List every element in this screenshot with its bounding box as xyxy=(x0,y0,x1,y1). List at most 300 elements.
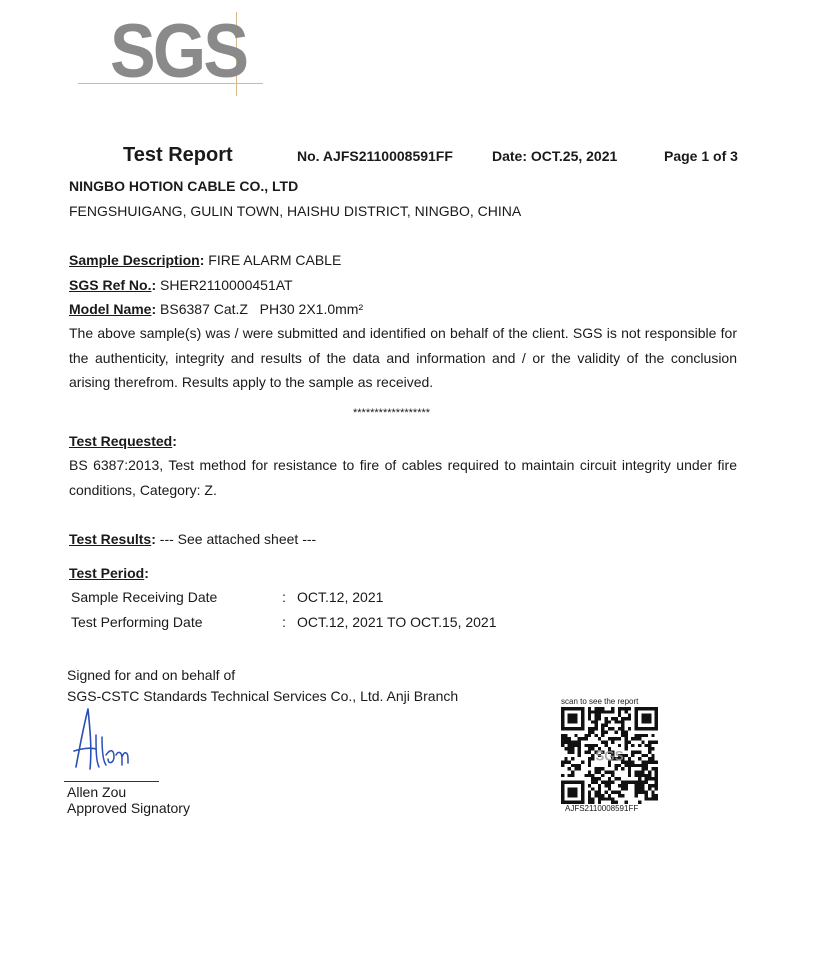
qr-module xyxy=(574,727,577,730)
qr-module xyxy=(594,707,597,710)
qr-module xyxy=(608,771,611,774)
qr-module xyxy=(561,794,564,797)
qr-module xyxy=(638,787,641,790)
qr-module xyxy=(638,774,641,777)
qr-module xyxy=(581,720,584,723)
qr-module xyxy=(641,727,644,730)
qr-module xyxy=(588,771,591,774)
qr-module xyxy=(594,767,597,770)
qr-module xyxy=(588,744,591,747)
qr-module xyxy=(598,737,601,740)
qr-module xyxy=(645,774,648,777)
qr-module xyxy=(568,787,571,790)
qr-module xyxy=(608,764,611,767)
qr-module xyxy=(568,747,571,750)
report-title: Test Report xyxy=(123,144,233,166)
qr-module xyxy=(581,781,584,784)
qr-module xyxy=(651,794,654,797)
qr-module xyxy=(625,747,628,750)
qr-module xyxy=(655,707,658,710)
sample-description-label: Sample Description xyxy=(69,252,200,268)
qr-module xyxy=(631,737,634,740)
qr-module xyxy=(581,724,584,727)
qr-module xyxy=(564,727,567,730)
qr-module xyxy=(601,794,604,797)
qr-module xyxy=(621,730,624,733)
qr-module xyxy=(648,740,651,743)
qr-module xyxy=(645,714,648,717)
qr-module xyxy=(628,764,631,767)
qr-module xyxy=(645,720,648,723)
qr-module xyxy=(561,784,564,787)
qr-module xyxy=(631,764,634,767)
model-name-value: BS6387 Cat.Z PH30 2X1.0mm² xyxy=(160,301,364,317)
qr-module xyxy=(628,761,631,764)
qr-module xyxy=(591,774,594,777)
qr-module xyxy=(571,787,574,790)
qr-module xyxy=(648,784,651,787)
qr-module xyxy=(611,797,614,800)
qr-module xyxy=(635,724,638,727)
qr-module xyxy=(588,727,591,730)
qr-module xyxy=(568,727,571,730)
qr-module xyxy=(655,717,658,720)
qr-module xyxy=(574,794,577,797)
qr-module xyxy=(618,744,621,747)
qr-module xyxy=(645,767,648,770)
qr-module xyxy=(561,737,564,740)
signatory-title: Approved Signatory xyxy=(67,800,190,816)
qr-report-code: AJFS2110008591FF xyxy=(565,804,639,813)
test-period-heading xyxy=(69,565,149,581)
qr-module xyxy=(561,720,564,723)
qr-module xyxy=(604,717,607,720)
qr-module xyxy=(635,794,638,797)
period-row-colon: : xyxy=(282,589,286,605)
qr-module xyxy=(568,750,571,753)
qr-module xyxy=(615,777,618,780)
qr-module xyxy=(568,717,571,720)
qr-module xyxy=(655,797,658,800)
qr-module xyxy=(604,781,607,784)
qr-module xyxy=(641,781,644,784)
qr-module xyxy=(611,710,614,713)
qr-module xyxy=(641,717,644,720)
client-address: FENGSHUIGANG, GULIN TOWN, HAISHU DISTRICT, NINGBO, CHINA xyxy=(69,203,522,219)
qr-module xyxy=(638,734,641,737)
qr-module xyxy=(601,710,604,713)
model-name xyxy=(69,301,363,317)
qr-module xyxy=(645,761,648,764)
qr-module xyxy=(645,734,648,737)
test-results-value: --- See attached sheet --- xyxy=(159,531,317,547)
qr-module xyxy=(571,747,574,750)
qr-module xyxy=(568,791,571,794)
sgs-ref-value: SHER2110000451AT xyxy=(160,277,293,293)
signatory-name: Allen Zou xyxy=(67,784,127,800)
qr-module xyxy=(621,734,624,737)
qr-module xyxy=(594,794,597,797)
qr-module xyxy=(651,754,654,757)
qr-module xyxy=(648,750,651,753)
qr-module xyxy=(561,734,564,737)
qr-module xyxy=(641,714,644,717)
test-requested-heading xyxy=(69,433,177,449)
qr-code-icon[interactable] xyxy=(561,707,658,804)
qr-module xyxy=(561,727,564,730)
qr-module xyxy=(611,717,614,720)
qr-module xyxy=(628,771,631,774)
qr-module xyxy=(581,791,584,794)
qr-module xyxy=(601,781,604,784)
qr-module xyxy=(655,781,658,784)
qr-module xyxy=(611,781,614,784)
qr-watermark: SGS xyxy=(595,748,624,764)
qr-module xyxy=(598,787,601,790)
qr-module xyxy=(571,750,574,753)
separator: ****************** xyxy=(353,407,431,419)
qr-module xyxy=(594,727,597,730)
qr-module xyxy=(641,707,644,710)
qr-module xyxy=(635,737,638,740)
qr-module xyxy=(561,781,564,784)
qr-module xyxy=(635,734,638,737)
qr-module xyxy=(578,740,581,743)
qr-module xyxy=(571,720,574,723)
qr-module xyxy=(598,797,601,800)
qr-module xyxy=(618,727,621,730)
qr-module xyxy=(604,797,607,800)
qr-module xyxy=(628,727,631,730)
qr-module xyxy=(638,791,641,794)
qr-module xyxy=(635,750,638,753)
qr-module xyxy=(598,717,601,720)
qr-module xyxy=(561,791,564,794)
qr-module xyxy=(615,767,618,770)
qr-module xyxy=(568,740,571,743)
qr-module xyxy=(655,740,658,743)
qr-module xyxy=(588,717,591,720)
qr-module xyxy=(638,784,641,787)
qr-module xyxy=(641,791,644,794)
qr-module xyxy=(655,771,658,774)
qr-module xyxy=(641,774,644,777)
qr-module xyxy=(635,727,638,730)
qr-module xyxy=(628,781,631,784)
qr-module xyxy=(561,761,564,764)
qr-module xyxy=(618,764,621,767)
qr-module xyxy=(635,784,638,787)
qr-module xyxy=(574,787,577,790)
qr-module xyxy=(604,791,607,794)
qr-module xyxy=(574,717,577,720)
qr-module xyxy=(571,757,574,760)
period-row-value: OCT.12, 2021 xyxy=(297,589,384,605)
qr-module xyxy=(608,787,611,790)
qr-module xyxy=(611,771,614,774)
qr-module xyxy=(615,720,618,723)
qr-module xyxy=(645,777,648,780)
qr-module xyxy=(625,754,628,757)
qr-module xyxy=(655,720,658,723)
page-indicator: Page 1 of 3 xyxy=(664,148,738,164)
qr-module xyxy=(638,707,641,710)
qr-module xyxy=(635,787,638,790)
qr-module xyxy=(594,720,597,723)
qr-module xyxy=(561,744,564,747)
qr-module xyxy=(588,750,591,753)
qr-module xyxy=(588,734,591,737)
qr-module xyxy=(635,791,638,794)
qr-module xyxy=(588,791,591,794)
qr-module xyxy=(645,764,648,767)
qr-module xyxy=(568,794,571,797)
qr-module xyxy=(651,734,654,737)
qr-module xyxy=(645,707,648,710)
qr-module xyxy=(578,744,581,747)
qr-module xyxy=(608,720,611,723)
qr-module xyxy=(631,744,634,747)
qr-module xyxy=(635,717,638,720)
qr-module xyxy=(615,730,618,733)
colon: : xyxy=(144,565,149,581)
qr-module xyxy=(574,744,577,747)
qr-module xyxy=(648,727,651,730)
qr-module xyxy=(561,724,564,727)
qr-module xyxy=(588,794,591,797)
qr-module xyxy=(598,714,601,717)
qr-module xyxy=(651,767,654,770)
qr-module xyxy=(635,781,638,784)
sample-description xyxy=(69,252,341,268)
qr-caption: scan to see the report xyxy=(561,697,639,706)
qr-module xyxy=(645,727,648,730)
qr-module xyxy=(611,740,614,743)
qr-module xyxy=(628,714,631,717)
qr-module xyxy=(571,707,574,710)
qr-module xyxy=(598,784,601,787)
qr-module xyxy=(578,707,581,710)
qr-module xyxy=(588,707,591,710)
qr-module xyxy=(651,707,654,710)
qr-module xyxy=(645,797,648,800)
qr-module xyxy=(568,767,571,770)
qr-module xyxy=(571,771,574,774)
qr-module xyxy=(641,784,644,787)
qr-module xyxy=(608,737,611,740)
qr-module xyxy=(561,787,564,790)
qr-module xyxy=(648,787,651,790)
qr-module xyxy=(594,781,597,784)
qr-module xyxy=(631,754,634,757)
qr-module xyxy=(588,764,591,767)
qr-module xyxy=(568,714,571,717)
qr-module xyxy=(621,720,624,723)
qr-module xyxy=(628,774,631,777)
signed-on-behalf: Signed for and on behalf of xyxy=(67,667,236,683)
qr-module xyxy=(625,744,628,747)
qr-module xyxy=(568,744,571,747)
qr-module xyxy=(584,734,587,737)
qr-module xyxy=(601,707,604,710)
qr-module xyxy=(584,744,587,747)
qr-module xyxy=(578,747,581,750)
qr-module xyxy=(631,781,634,784)
qr-module xyxy=(638,750,641,753)
qr-module xyxy=(594,714,597,717)
qr-module xyxy=(641,754,644,757)
qr-module xyxy=(604,720,607,723)
test-results xyxy=(69,531,316,547)
qr-module xyxy=(581,797,584,800)
qr-module xyxy=(608,781,611,784)
qr-module xyxy=(588,747,591,750)
qr-module xyxy=(574,734,577,737)
qr-module xyxy=(638,764,641,767)
qr-module xyxy=(564,757,567,760)
qr-module xyxy=(574,791,577,794)
qr-module xyxy=(571,774,574,777)
qr-module xyxy=(601,740,604,743)
qr-module xyxy=(615,717,618,720)
test-requested-label: Test Requested xyxy=(69,433,173,449)
period-row-label: Test Performing Date xyxy=(71,614,203,630)
qr-module xyxy=(651,757,654,760)
qr-module xyxy=(648,717,651,720)
qr-module xyxy=(564,740,567,743)
qr-module xyxy=(564,707,567,710)
qr-module xyxy=(581,714,584,717)
qr-module xyxy=(611,707,614,710)
qr-module xyxy=(578,750,581,753)
qr-module xyxy=(591,730,594,733)
qr-module xyxy=(638,744,641,747)
qr-module xyxy=(594,734,597,737)
qr-module xyxy=(655,714,658,717)
qr-module xyxy=(635,714,638,717)
qr-module xyxy=(564,734,567,737)
qr-module xyxy=(594,724,597,727)
qr-module xyxy=(584,750,587,753)
qr-module xyxy=(631,761,634,764)
qr-module xyxy=(601,727,604,730)
qr-module xyxy=(625,784,628,787)
qr-module xyxy=(655,784,658,787)
qr-module xyxy=(651,777,654,780)
report-number: No. AJFS2110008591FF xyxy=(297,148,453,164)
qr-module xyxy=(611,727,614,730)
qr-module xyxy=(608,727,611,730)
report-date: Date: OCT.25, 2021 xyxy=(492,148,618,164)
qr-module xyxy=(621,727,624,730)
qr-module xyxy=(598,794,601,797)
qr-module xyxy=(645,717,648,720)
qr-module xyxy=(621,767,624,770)
qr-module xyxy=(568,737,571,740)
qr-module xyxy=(594,771,597,774)
qr-module xyxy=(588,774,591,777)
qr-module xyxy=(604,744,607,747)
qr-module xyxy=(571,791,574,794)
qr-module xyxy=(564,737,567,740)
qr-module xyxy=(574,781,577,784)
qr-module xyxy=(574,764,577,767)
qr-module xyxy=(588,757,591,760)
qr-module xyxy=(581,794,584,797)
qr-module xyxy=(571,714,574,717)
qr-module xyxy=(571,740,574,743)
qr-module xyxy=(591,797,594,800)
qr-module xyxy=(655,787,658,790)
qr-module xyxy=(641,787,644,790)
qr-module xyxy=(574,720,577,723)
qr-module xyxy=(655,761,658,764)
qr-module xyxy=(591,754,594,757)
qr-module xyxy=(648,747,651,750)
qr-module xyxy=(648,761,651,764)
qr-module xyxy=(598,707,601,710)
qr-module xyxy=(561,707,564,710)
qr-module xyxy=(561,710,564,713)
qr-module xyxy=(581,787,584,790)
qr-module xyxy=(621,707,624,710)
period-row-value: OCT.12, 2021 TO OCT.15, 2021 xyxy=(297,614,497,630)
test-period-label: Test Period xyxy=(69,565,145,581)
qr-module xyxy=(621,781,624,784)
test-results-label: Test Results xyxy=(69,531,152,547)
colon: : xyxy=(172,433,177,449)
qr-module xyxy=(571,744,574,747)
signature-line xyxy=(64,781,159,782)
qr-module xyxy=(561,801,564,804)
qr-module xyxy=(608,710,611,713)
qr-module xyxy=(598,767,601,770)
sgs-ref xyxy=(69,277,293,293)
qr-module xyxy=(635,774,638,777)
logo-text: SGS xyxy=(110,9,247,94)
qr-module xyxy=(561,717,564,720)
qr-module xyxy=(635,710,638,713)
qr-module xyxy=(611,774,614,777)
qr-module xyxy=(638,727,641,730)
qr-module xyxy=(621,794,624,797)
qr-module xyxy=(594,744,597,747)
qr-module xyxy=(645,794,648,797)
qr-module xyxy=(641,764,644,767)
qr-module xyxy=(651,784,654,787)
qr-module xyxy=(574,767,577,770)
qr-module xyxy=(588,710,591,713)
qr-module xyxy=(588,784,591,787)
qr-module xyxy=(648,720,651,723)
qr-module xyxy=(588,761,591,764)
qr-module xyxy=(571,727,574,730)
qr-module xyxy=(588,730,591,733)
qr-module xyxy=(598,771,601,774)
qr-module xyxy=(598,777,601,780)
qr-module xyxy=(655,777,658,780)
qr-module xyxy=(578,767,581,770)
qr-module xyxy=(621,784,624,787)
qr-module xyxy=(618,737,621,740)
qr-module xyxy=(591,744,594,747)
qr-module xyxy=(655,710,658,713)
qr-module xyxy=(655,724,658,727)
qr-module xyxy=(568,707,571,710)
qr-module xyxy=(581,710,584,713)
model-name-label: Model Name xyxy=(69,301,152,317)
qr-module xyxy=(618,707,621,710)
